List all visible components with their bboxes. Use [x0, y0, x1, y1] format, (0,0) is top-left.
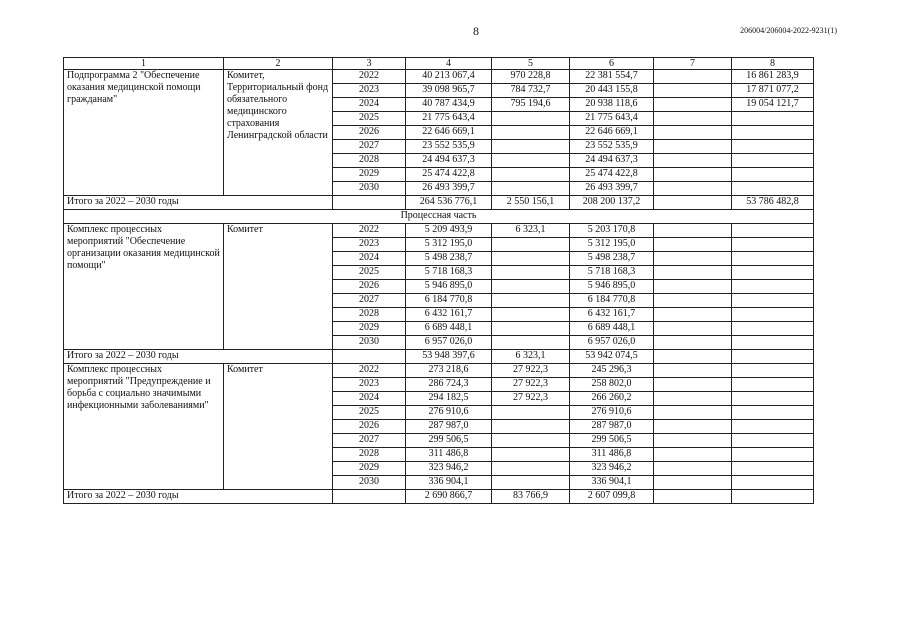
other-cell	[732, 266, 814, 280]
other-cell	[732, 322, 814, 336]
subtotal-total: 264 536 776,1	[406, 196, 492, 210]
other-cell	[732, 392, 814, 406]
local-cell	[654, 84, 732, 98]
other-cell	[732, 126, 814, 140]
table-body	[64, 70, 814, 504]
year-cell: 2030	[333, 336, 406, 350]
year-cell: 2023	[333, 238, 406, 252]
regional-cell: 6 184 770,8	[570, 294, 654, 308]
total-cell: 5 946 895,0	[406, 280, 492, 294]
total-cell: 5 312 195,0	[406, 238, 492, 252]
regional-cell: 299 506,5	[570, 434, 654, 448]
total-cell: 273 218,6	[406, 364, 492, 378]
executor-name: Комитет	[224, 364, 333, 490]
local-cell	[654, 420, 732, 434]
executor-name: Комитет, Территориальный фонд обязательного медицинского страхования Ленинградской области	[224, 70, 333, 196]
total-cell: 5 498 238,7	[406, 252, 492, 266]
column-header: 1	[64, 58, 224, 70]
budget-table	[63, 57, 814, 504]
federal-cell	[492, 154, 570, 168]
regional-cell: 5 718 168,3	[570, 266, 654, 280]
column-header: 7	[654, 58, 732, 70]
other-cell	[732, 434, 814, 448]
federal-cell	[492, 322, 570, 336]
other-cell	[732, 462, 814, 476]
regional-cell: 25 474 422,8	[570, 168, 654, 182]
subtotal-other	[732, 350, 814, 364]
other-cell	[732, 364, 814, 378]
subtotal-regional: 2 607 099,8	[570, 490, 654, 504]
total-cell: 23 552 535,9	[406, 140, 492, 154]
local-cell	[654, 280, 732, 294]
other-cell	[732, 476, 814, 490]
page-number: 8	[473, 24, 479, 38]
subtotal-federal: 6 323,1	[492, 350, 570, 364]
federal-cell	[492, 294, 570, 308]
column-header: 4	[406, 58, 492, 70]
local-cell	[654, 434, 732, 448]
local-cell	[654, 476, 732, 490]
subtotal-row	[64, 196, 814, 210]
year-cell: 2027	[333, 434, 406, 448]
total-cell: 26 493 399,7	[406, 182, 492, 196]
regional-cell: 26 493 399,7	[570, 182, 654, 196]
year-cell: 2023	[333, 84, 406, 98]
local-cell	[654, 294, 732, 308]
local-cell	[654, 140, 732, 154]
other-cell	[732, 406, 814, 420]
local-cell	[654, 98, 732, 112]
other-cell	[732, 308, 814, 322]
regional-cell: 6 432 161,7	[570, 308, 654, 322]
other-cell: 19 054 121,7	[732, 98, 814, 112]
regional-cell: 5 203 170,8	[570, 224, 654, 238]
federal-cell: 27 922,3	[492, 378, 570, 392]
other-cell	[732, 154, 814, 168]
document-id: 206004/206004-2022-9231(1)	[740, 26, 837, 35]
subtotal-row	[64, 490, 814, 504]
year-cell: 2024	[333, 98, 406, 112]
subtotal-row	[64, 350, 814, 364]
local-cell	[654, 154, 732, 168]
year-cell: 2022	[333, 70, 406, 84]
federal-cell	[492, 140, 570, 154]
other-cell	[732, 378, 814, 392]
regional-cell: 23 552 535,9	[570, 140, 654, 154]
program-name: Комплекс процессных мероприятий "Предупреждение и борьба с социально значимыми инфекционными заболеваниями"	[64, 364, 224, 490]
column-header: 2	[224, 58, 333, 70]
total-cell: 25 474 422,8	[406, 168, 492, 182]
subtotal-local	[654, 490, 732, 504]
local-cell	[654, 224, 732, 238]
total-cell: 294 182,5	[406, 392, 492, 406]
regional-cell: 24 494 637,3	[570, 154, 654, 168]
regional-cell: 258 802,0	[570, 378, 654, 392]
local-cell	[654, 182, 732, 196]
other-cell	[732, 182, 814, 196]
federal-cell: 795 194,6	[492, 98, 570, 112]
local-cell	[654, 266, 732, 280]
subtotal-federal: 83 766,9	[492, 490, 570, 504]
table-row	[64, 364, 814, 378]
other-cell	[732, 238, 814, 252]
total-cell: 5 209 493,9	[406, 224, 492, 238]
local-cell	[654, 238, 732, 252]
local-cell	[654, 168, 732, 182]
regional-cell: 245 296,3	[570, 364, 654, 378]
federal-cell: 27 922,3	[492, 364, 570, 378]
local-cell	[654, 308, 732, 322]
federal-cell	[492, 434, 570, 448]
total-cell: 336 904,1	[406, 476, 492, 490]
regional-cell: 311 486,8	[570, 448, 654, 462]
subtotal-local	[654, 350, 732, 364]
other-cell	[732, 252, 814, 266]
local-cell	[654, 364, 732, 378]
year-cell: 2028	[333, 154, 406, 168]
subtotal-total: 53 948 397,6	[406, 350, 492, 364]
local-cell	[654, 336, 732, 350]
year-cell: 2027	[333, 294, 406, 308]
year-cell: 2022	[333, 364, 406, 378]
total-cell: 286 724,3	[406, 378, 492, 392]
other-cell: 16 861 283,9	[732, 70, 814, 84]
program-name: Подпрограмма 2 "Обеспечение оказания медицинской помощи гражданам"	[64, 70, 224, 196]
regional-cell: 5 498 238,7	[570, 252, 654, 266]
regional-cell: 22 646 669,1	[570, 126, 654, 140]
other-cell	[732, 112, 814, 126]
year-cell: 2029	[333, 462, 406, 476]
year-cell: 2028	[333, 448, 406, 462]
subtotal-label: Итого за 2022 – 2030 годы	[64, 490, 333, 504]
other-cell	[732, 140, 814, 154]
year-cell: 2030	[333, 182, 406, 196]
year-cell: 2027	[333, 140, 406, 154]
federal-cell	[492, 112, 570, 126]
subtotal-other	[732, 490, 814, 504]
header-row	[64, 58, 814, 70]
total-cell: 6 184 770,8	[406, 294, 492, 308]
other-cell	[732, 224, 814, 238]
regional-cell: 5 946 895,0	[570, 280, 654, 294]
federal-cell	[492, 462, 570, 476]
federal-cell	[492, 168, 570, 182]
regional-cell: 323 946,2	[570, 462, 654, 476]
column-header: 6	[570, 58, 654, 70]
other-cell	[732, 168, 814, 182]
total-cell: 40 213 067,4	[406, 70, 492, 84]
subtotal-label: Итого за 2022 – 2030 годы	[64, 350, 333, 364]
total-cell: 299 506,5	[406, 434, 492, 448]
total-cell: 6 957 026,0	[406, 336, 492, 350]
year-cell: 2026	[333, 126, 406, 140]
federal-cell	[492, 420, 570, 434]
total-cell: 40 787 434,9	[406, 98, 492, 112]
local-cell	[654, 378, 732, 392]
year-cell: 2024	[333, 252, 406, 266]
federal-cell	[492, 266, 570, 280]
other-cell	[732, 448, 814, 462]
other-cell: 17 871 077,2	[732, 84, 814, 98]
year-cell: 2025	[333, 406, 406, 420]
subtotal-blank	[333, 196, 406, 210]
year-cell: 2029	[333, 322, 406, 336]
regional-cell: 276 910,6	[570, 406, 654, 420]
other-cell	[732, 280, 814, 294]
subtotal-blank	[333, 350, 406, 364]
year-cell: 2024	[333, 392, 406, 406]
total-cell: 6 689 448,1	[406, 322, 492, 336]
year-cell: 2029	[333, 168, 406, 182]
subtotal-total: 2 690 866,7	[406, 490, 492, 504]
other-cell	[732, 336, 814, 350]
federal-cell	[492, 448, 570, 462]
table-row	[64, 224, 814, 238]
federal-cell	[492, 280, 570, 294]
year-cell: 2022	[333, 224, 406, 238]
subtotal-other: 53 786 482,8	[732, 196, 814, 210]
federal-cell	[492, 476, 570, 490]
local-cell	[654, 406, 732, 420]
federal-cell	[492, 406, 570, 420]
subtotal-label: Итого за 2022 – 2030 годы	[64, 196, 333, 210]
regional-cell: 287 987,0	[570, 420, 654, 434]
local-cell	[654, 448, 732, 462]
total-cell: 6 432 161,7	[406, 308, 492, 322]
federal-cell	[492, 182, 570, 196]
year-cell: 2025	[333, 266, 406, 280]
total-cell: 22 646 669,1	[406, 126, 492, 140]
year-cell: 2030	[333, 476, 406, 490]
regional-cell: 20 443 155,8	[570, 84, 654, 98]
federal-cell	[492, 238, 570, 252]
federal-cell: 970 228,8	[492, 70, 570, 84]
federal-cell	[492, 336, 570, 350]
year-cell: 2025	[333, 112, 406, 126]
year-cell: 2023	[333, 378, 406, 392]
local-cell	[654, 322, 732, 336]
total-cell: 276 910,6	[406, 406, 492, 420]
column-header: 5	[492, 58, 570, 70]
total-cell: 323 946,2	[406, 462, 492, 476]
year-cell: 2026	[333, 280, 406, 294]
subtotal-regional: 208 200 137,2	[570, 196, 654, 210]
total-cell: 39 098 965,7	[406, 84, 492, 98]
local-cell	[654, 126, 732, 140]
other-cell	[732, 294, 814, 308]
regional-cell: 336 904,1	[570, 476, 654, 490]
table-header	[64, 58, 814, 70]
year-cell: 2026	[333, 420, 406, 434]
regional-cell: 22 381 554,7	[570, 70, 654, 84]
executor-name: Комитет	[224, 224, 333, 350]
total-cell: 21 775 643,4	[406, 112, 492, 126]
regional-cell: 20 938 118,6	[570, 98, 654, 112]
column-header: 8	[732, 58, 814, 70]
year-cell: 2028	[333, 308, 406, 322]
subtotal-blank	[333, 490, 406, 504]
section-title: Процессная часть	[64, 210, 814, 224]
local-cell	[654, 462, 732, 476]
regional-cell: 6 689 448,1	[570, 322, 654, 336]
regional-cell: 6 957 026,0	[570, 336, 654, 350]
local-cell	[654, 70, 732, 84]
federal-cell: 6 323,1	[492, 224, 570, 238]
federal-cell	[492, 308, 570, 322]
total-cell: 311 486,8	[406, 448, 492, 462]
local-cell	[654, 112, 732, 126]
total-cell: 24 494 637,3	[406, 154, 492, 168]
program-name: Комплекс процессных мероприятий "Обеспечение организации оказания медицинской помощи"	[64, 224, 224, 350]
federal-cell: 27 922,3	[492, 392, 570, 406]
subtotal-federal: 2 550 156,1	[492, 196, 570, 210]
table-row	[64, 70, 814, 84]
column-header: 3	[333, 58, 406, 70]
federal-cell: 784 732,7	[492, 84, 570, 98]
total-cell: 287 987,0	[406, 420, 492, 434]
other-cell	[732, 420, 814, 434]
local-cell	[654, 392, 732, 406]
regional-cell: 266 260,2	[570, 392, 654, 406]
federal-cell	[492, 126, 570, 140]
total-cell: 5 718 168,3	[406, 266, 492, 280]
subtotal-regional: 53 942 074,5	[570, 350, 654, 364]
federal-cell	[492, 252, 570, 266]
section-row	[64, 210, 814, 224]
regional-cell: 21 775 643,4	[570, 112, 654, 126]
regional-cell: 5 312 195,0	[570, 238, 654, 252]
local-cell	[654, 252, 732, 266]
subtotal-local	[654, 196, 732, 210]
